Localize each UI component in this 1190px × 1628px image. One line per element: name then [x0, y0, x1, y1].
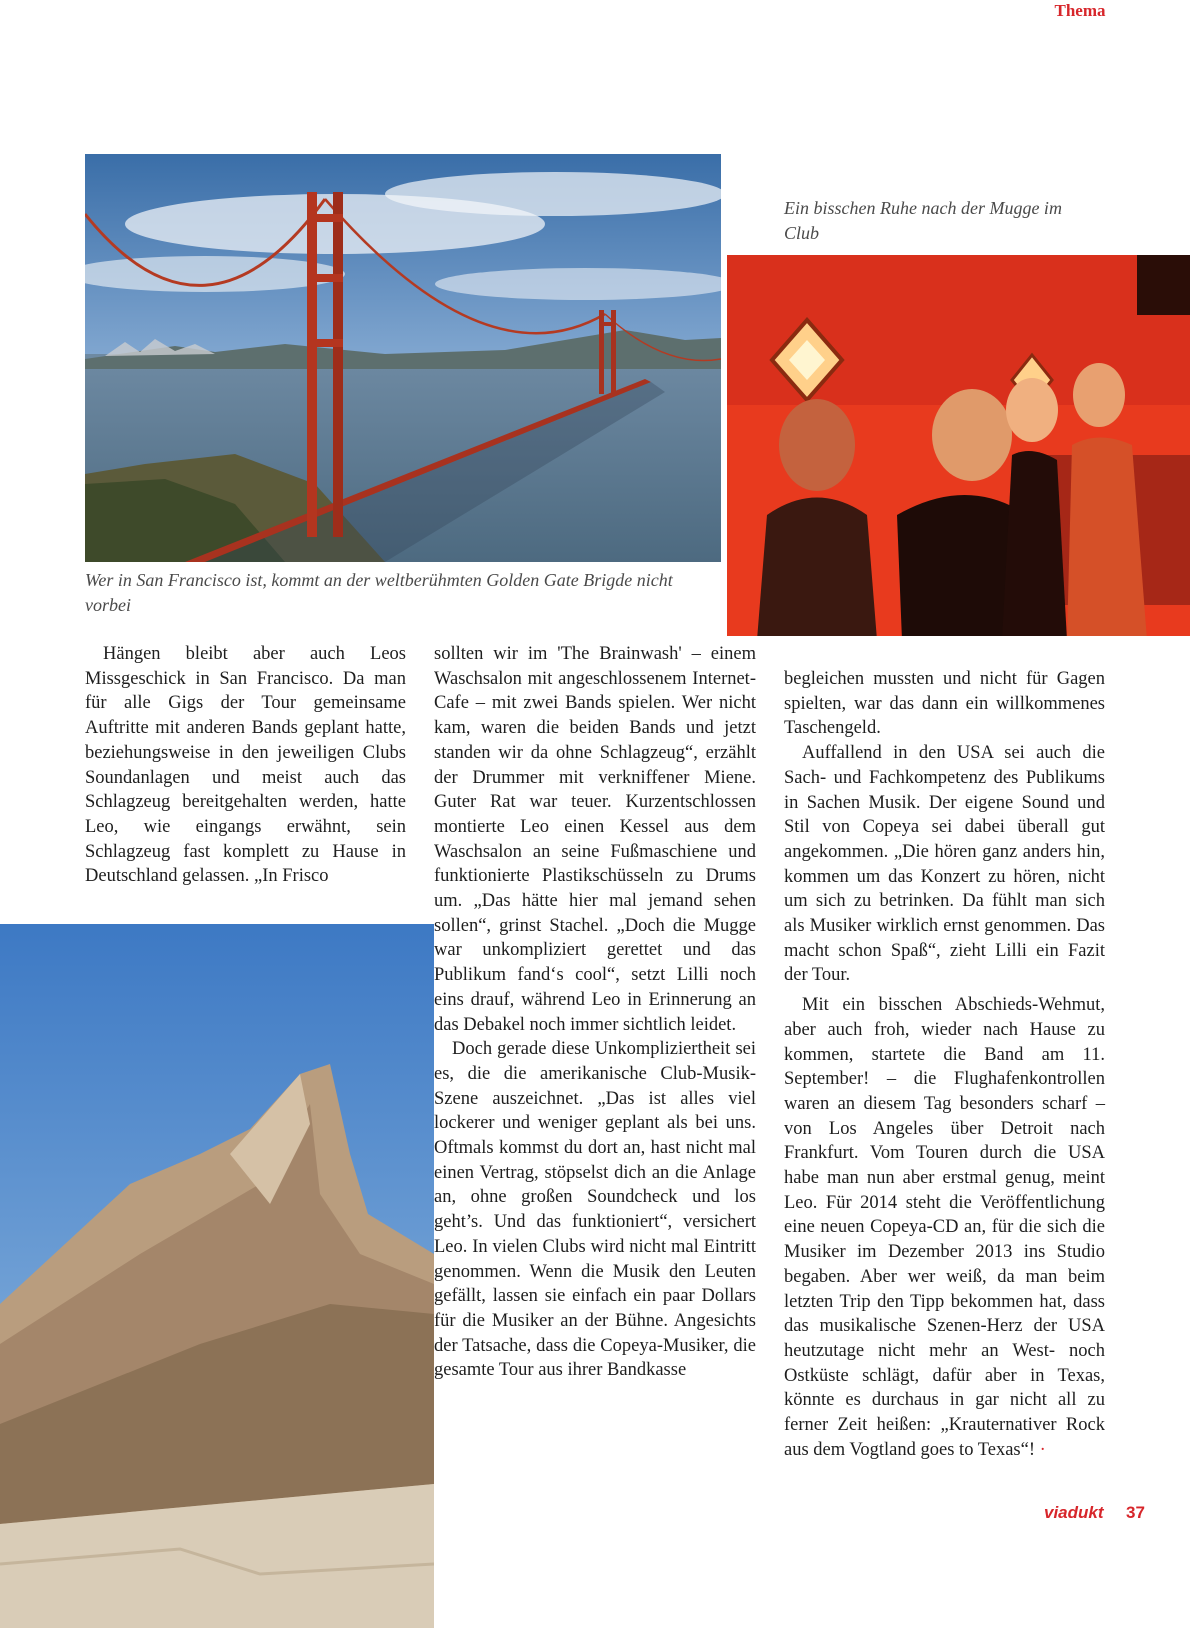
article-paragraph: Doch gerade diese Unkompliziertheit sei es, die die amerikanische Club-Musik-Szene auszeichnet. „Das ist alles viel lockerer und weniger geplant als bei uns. Oftmals kommst du dort an, hast nicht mal einen Vertrag, stöpselst dich an die Anlage an, ohne großen Soundcheck und los geht’s. Und das funktioniert“, versichert Leo. In vielen Clubs wird nicht mal Eintritt genommen. Wenn die Musik den Leuten gefällt, lassen sie einfach ein paar Dollars für die Musiker an der Bühne. Angesichts der Tatsache, dass die Copeya-Musiker, die gesamte Tour aus ihrer Bandkasse — [434, 1039, 756, 1381]
article-paragraph-text: Mit ein bisschen Abschieds-Wehmut, aber auch froh, wieder nach Hause zu kommen, startete die Band am 11. September! – die Flughafenkontrollen waren an diesem Tag besonders scharf – von Los Angeles über Detroit nach Frankfurt. Vom Touren durch die USA habe man nun aber erstmal genug, meint Leo. Für 2014 steht die Veröffentlichung eine neuen Copeya-CD an, für die sich die Musiker im Dezember 2013 ins Studio begaben. Aber wer weiß, da man beim letzten Trip den Tipp bekommen hat, dass das musikalische Szenen-Herz der USA heutzutage nicht mehr an West- noch Ostküste schlägt, dafür aber in Texas, könnte es durchaus in gar nicht all zu ferner Zeit heißen: „Krauternativer Rock aus dem Vogtland goes to Texas“! — [784, 995, 1105, 1460]
article-paragraph: Auffallend in den USA sei auch die Sach- und Fachkompetenz des Publikums in Sachen Musik. Der eigene Sound und Stil von Copeya sei dabei überall gut angekommen. „Die hören ganz anders hin, kommen um das Konzert zu hören, nicht um sich zu betrinken. Da fühlt man sich als Musiker wirklich ernst genommen. Das macht schon Spaß“, zieht Lilli ein Fazit der Tour. — [784, 743, 1105, 986]
club-caption: Ein bisschen Ruhe nach der Mugge im Club — [784, 198, 1062, 243]
article-paragraph: sollten wir im 'The Brainwash' – einem Waschsalon mit angeschlossenem Internet-Cafe – mit zwei Bands spielen. Wer nicht kam, waren die beiden Bands und jetzt standen wir da ohne Schlagzeug“, erzählt der Drummer mit verkniffener Miene. Guter Rat war teuer. Kurzentschlossen montierte Leo einen Kessel aus dem Waschsalon an seine Fußmaschiene und funktionierte Plastikschüsseln zu Drums um. „Das hätte hier mal jemand sehen sollen“, grinst Stachel. „Doch die Mugge war unkompliziert gerettet und das Publikum fand‘s cool“, setzt Lilli noch eins drauf, während Leo in Erinnerung an das Debakel noch immer sichtlich leidet. — [434, 644, 756, 1035]
rock-formation-photo — [0, 924, 434, 1628]
article-paragraph: begleichen mussten und nicht für Gagen spielten, war das dann ein willkommenes Taschengeld. — [784, 669, 1105, 739]
section-label: Thema — [1054, 1, 1106, 20]
golden-gate-bridge-photo — [85, 154, 721, 562]
page-number: 37 — [1126, 1503, 1145, 1522]
bridge-caption: Wer in San Francisco ist, kommt an der weltberühmten Golden Gate Brigde nicht vorbei — [85, 570, 673, 615]
article-column-1 — [85, 642, 406, 889]
article-column-2 — [434, 642, 756, 1383]
end-mark: · — [1039, 1439, 1046, 1460]
magazine-name: viadukt — [1044, 1503, 1104, 1522]
band-in-club-photo — [722, 251, 1190, 636]
article-column-3 — [784, 667, 1105, 1463]
article-paragraph-last — [784, 993, 1105, 1462]
article-paragraph: Hängen bleibt aber auch Leos Missgeschick in San Francisco. Da man für alle Gigs der Tour gemeinsame Auftritte mit anderen Bands geplant hatte, beziehungsweise in den jeweiligen Clubs Soundanlagen und meist auch das Schlagzeug bereitgehalten werden, hatte Leo, wie eingangs erwähnt, sein Schlagzeug fast komplett zu Hause in Deutschland gelassen. „In Frisco — [85, 644, 406, 887]
